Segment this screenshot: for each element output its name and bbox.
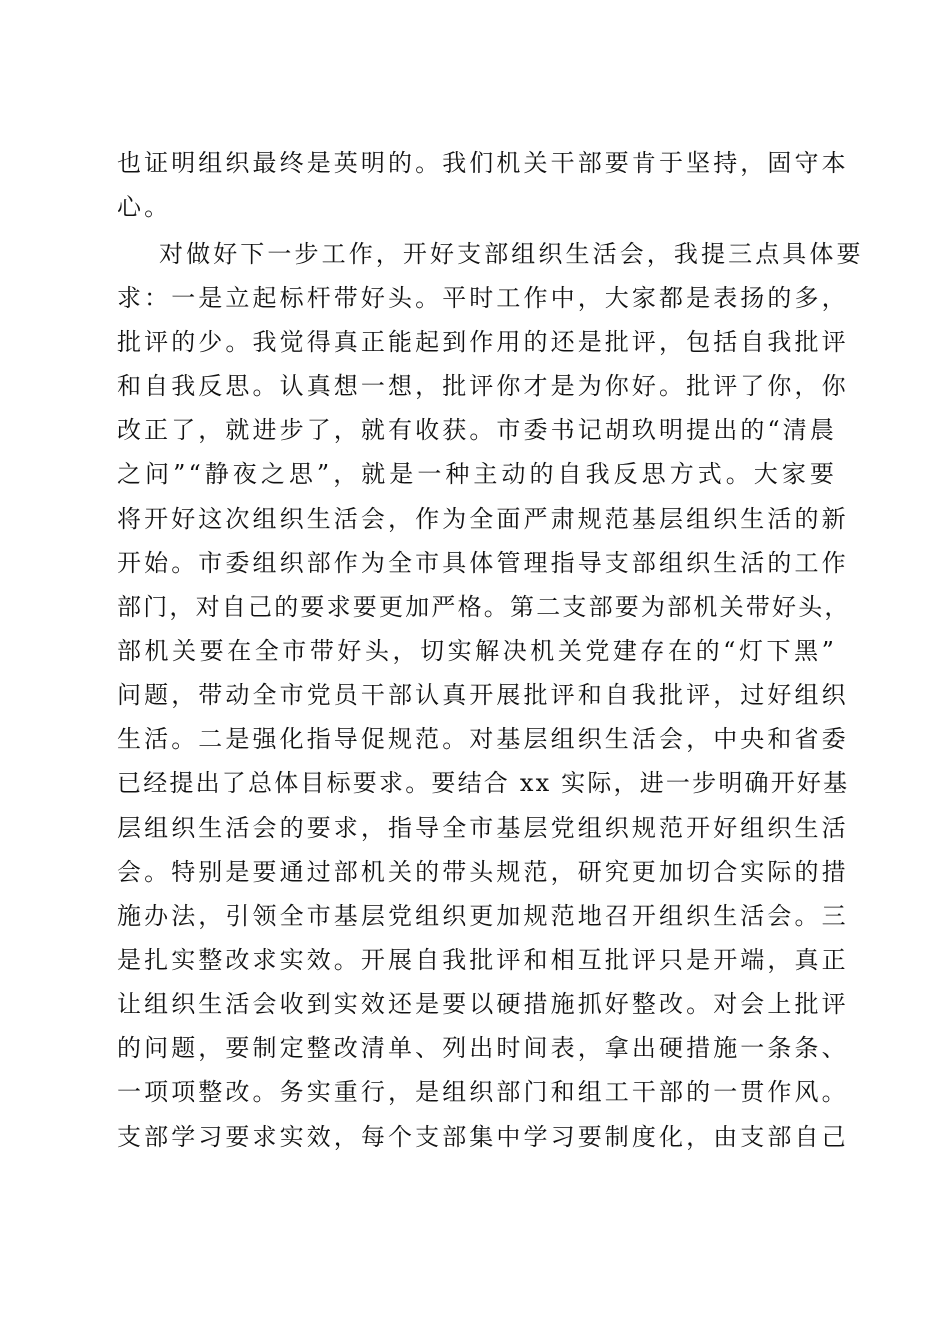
text-line: 部机关要在全市带好头，切实解决机关党建存在的“灯下黑” <box>117 637 837 665</box>
text-line: 也证明组织最终是英明的。我们机关干部要肯于坚持，固守本 <box>117 149 849 177</box>
text-line: 支部学习要求实效，每个支部集中学习要制度化，由支部自己 <box>117 1123 849 1151</box>
text-line: 问题，带动全市党员干部认真开展批评和自我批评，过好组织 <box>117 681 849 709</box>
text-line: 批评的少。我觉得真正能起到作用的还是批评，包括自我批评 <box>117 328 849 356</box>
text-line: 的问题，要制定整改清单、列出时间表，拿出硬措施一条条、 <box>117 1034 849 1062</box>
text-line: 让组织生活会收到实效还是要以硬措施抓好整改。对会上批评 <box>117 990 849 1018</box>
text-line: 将开好这次组织生活会，作为全面严肃规范基层组织生活的新 <box>117 505 849 533</box>
text-line: 部门，对自己的要求要更加严格。第二支部要为部机关带好头， <box>117 593 851 621</box>
text-line: 求：一是立起标杆带好头。平时工作中，大家都是表扬的多， <box>117 284 849 312</box>
text-line: 是扎实整改求实效。开展自我批评和相互批评只是开端，真正 <box>117 946 849 974</box>
paragraph-first-line: 对做好下一步工作，开好支部组织生活会，我提三点具体要 <box>159 240 864 268</box>
text-line: 和自我反思。认真想一想，批评你才是为你好。批评了你，你 <box>117 372 849 400</box>
text-line: 施办法，引领全市基层党组织更加规范地召开组织生活会。三 <box>117 902 849 930</box>
text-line: 心。 <box>117 193 172 221</box>
text-line: 一项项整改。务实重行，是组织部门和组工干部的一贯作风。 <box>117 1078 849 1106</box>
text-line: 生活。二是强化指导促规范。对基层组织生活会，中央和省委 <box>117 725 849 753</box>
text-line: 层组织生活会的要求，指导全市基层党组织规范开好组织生活 <box>117 814 849 842</box>
text-line: 之问”“静夜之思”，就是一种主动的自我反思方式。大家要 <box>117 460 837 488</box>
text-line: 已经提出了总体目标要求。要结合 xx 实际，进一步明确开好基 <box>117 769 850 797</box>
text-line: 会。特别是要通过部机关的带头规范，研究更加切合实际的措 <box>117 858 849 886</box>
text-line: 开始。市委组织部作为全市具体管理指导支部组织生活的工作 <box>117 549 849 577</box>
text-line: 改正了，就进步了，就有收获。市委书记胡玖明提出的“清晨 <box>117 416 837 444</box>
